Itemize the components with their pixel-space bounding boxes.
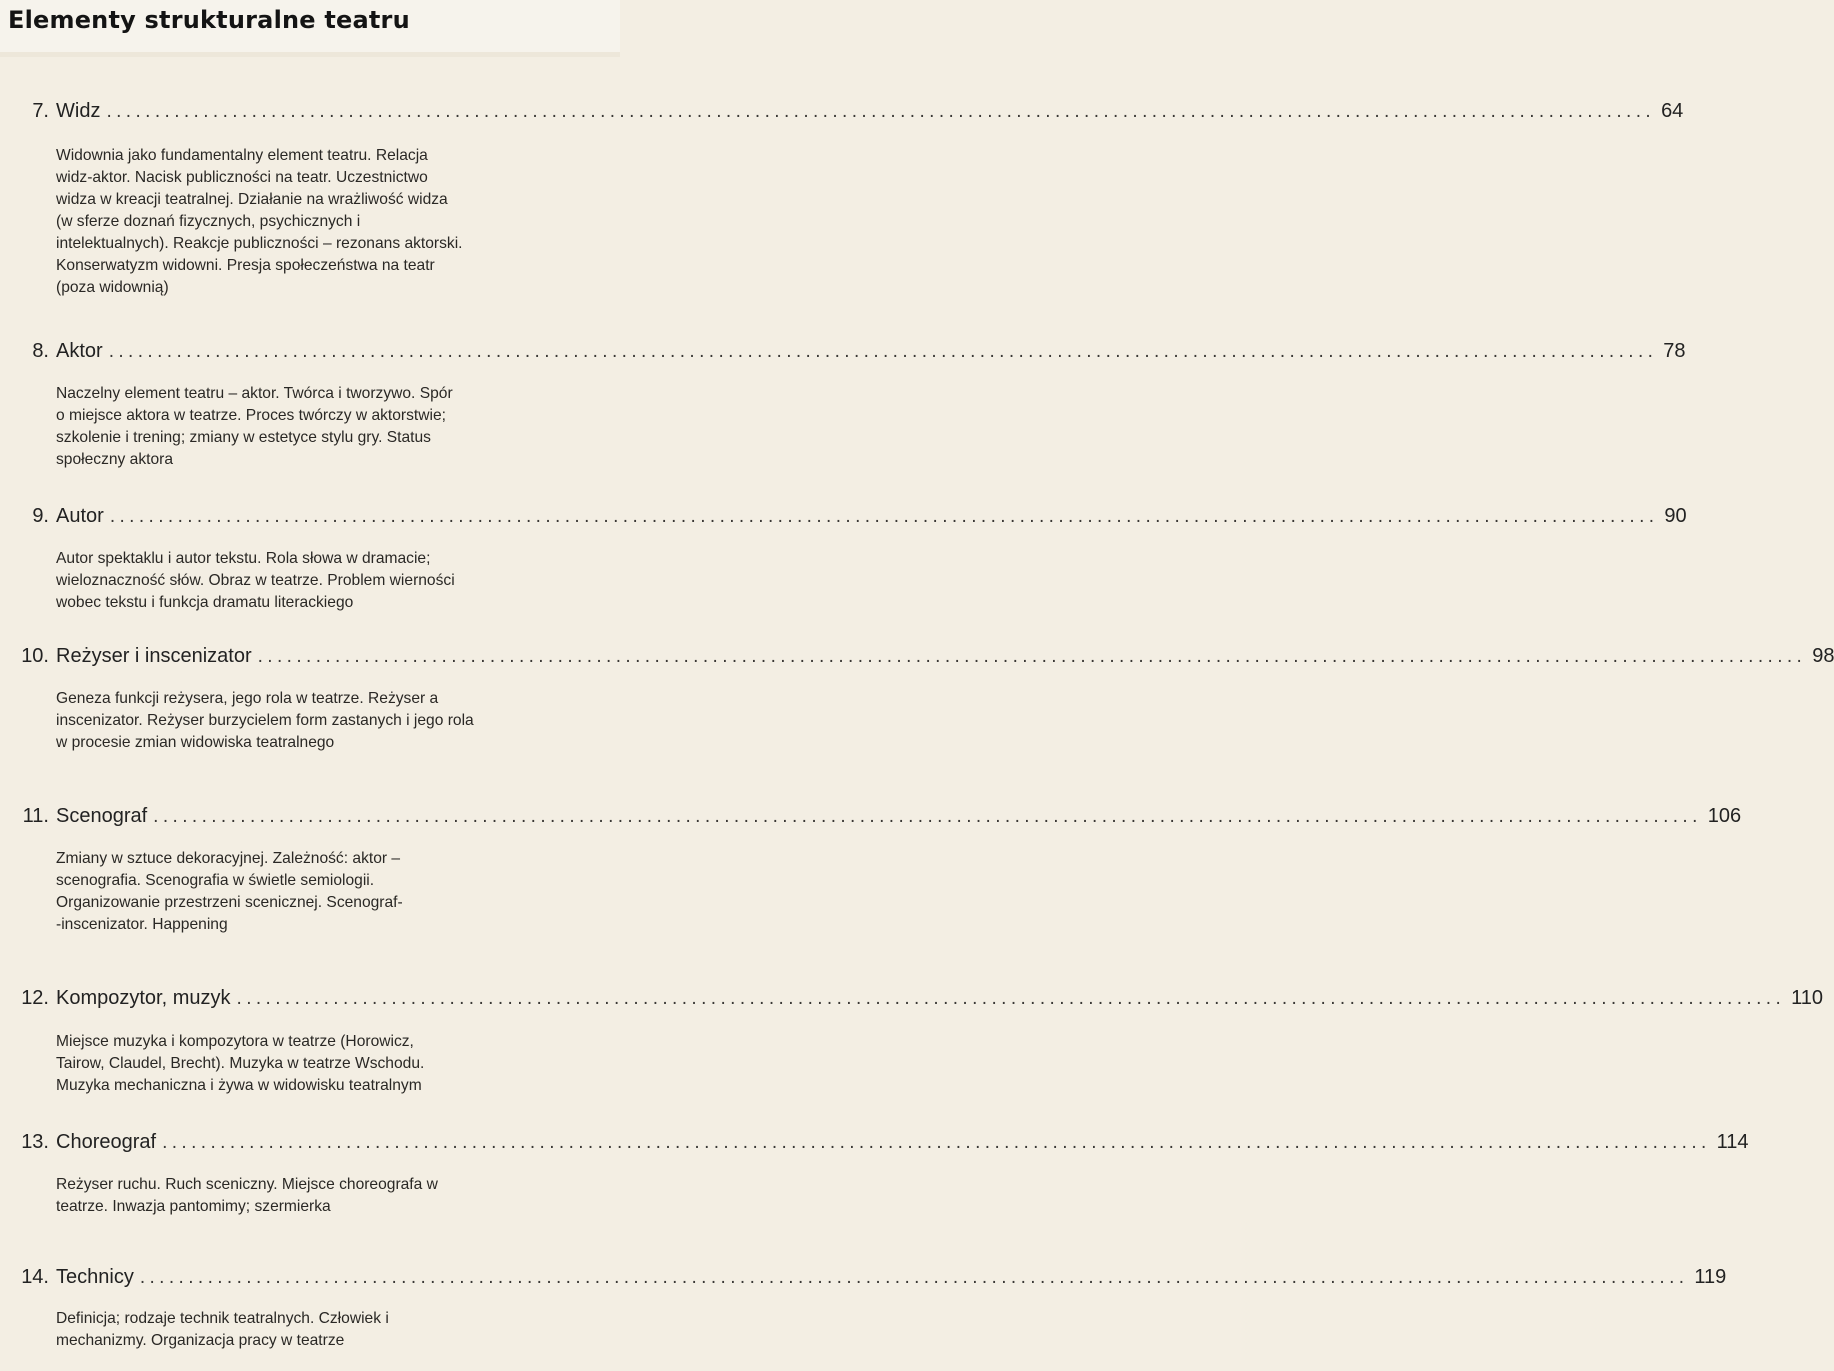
description-line: -inscenizator. Happening	[56, 916, 228, 933]
chapter-description	[56, 848, 601, 936]
page-number: 110	[1791, 987, 1824, 1009]
toc-entry-heading	[0, 338, 1686, 364]
description-line: w procesie zmian widowiska teatralnego	[56, 734, 335, 751]
page-number: 90	[1664, 505, 1687, 527]
chapter-heading-line	[56, 985, 1824, 1011]
dot-leader: ................................................................................................................................................................	[162, 1132, 1711, 1153]
toc-entry-heading	[0, 985, 1824, 1011]
description-line: Muzyka mechaniczna i żywa w widowisku teatralnym	[56, 1077, 422, 1094]
toc-entry-heading	[0, 98, 1684, 124]
description-line: Konserwatyzm widowni. Presja społeczeństwa na teatr	[56, 257, 435, 274]
dot-leader: ................................................................................................................................................................	[236, 988, 1786, 1009]
description-line: Widownia jako fundamentalny element teatru. Relacja	[56, 147, 428, 164]
chapter-heading-line	[56, 503, 1687, 529]
description-line: o miejsce aktora w teatrze. Proces twórczy w aktorstwie;	[56, 407, 446, 424]
chapter-number: 12.	[21, 987, 49, 1009]
description-line: wieloznaczność słów. Obraz w teatrze. Problem wierności	[56, 572, 455, 589]
description-line: teatrze. Inwazja pantomimy; szermierka	[56, 1198, 331, 1215]
toc-entry-heading	[0, 803, 1742, 829]
chapter-heading-line	[56, 643, 1834, 669]
description-line: widza w kreacji teatralnej. Działanie na wrażliwość widza	[56, 191, 448, 208]
description-line: inscenizator. Reżyser burzycielem form zastanych i jego rola	[56, 712, 474, 729]
description-line: szkolenie i trening; zmiany w estetyce stylu gry. Status	[56, 429, 431, 446]
chapter-heading-line	[56, 1264, 1727, 1290]
dot-leader: ................................................................................................................................................................	[109, 506, 1659, 527]
chapter-heading-line	[56, 1129, 1749, 1155]
dot-leader: ................................................................................................................................................................	[139, 1267, 1689, 1288]
page-number: 119	[1694, 1266, 1727, 1288]
description-line: scenografia. Scenografia w świetle semiologii.	[56, 872, 375, 889]
section-title: Elementy strukturalne teatru	[8, 6, 410, 34]
title-underline	[0, 52, 620, 57]
toc-entry-heading	[0, 1264, 1727, 1290]
chapter-number: 7.	[32, 100, 49, 122]
description-line: wobec tekstu i funkcja dramatu literackiego	[56, 594, 354, 611]
chapter-heading-line	[56, 338, 1686, 364]
toc-entry-heading	[0, 1129, 1749, 1155]
chapter-number: 8.	[32, 340, 49, 362]
description-line: Reżyser ruchu. Ruch sceniczny. Miejsce choreografa w	[56, 1176, 438, 1193]
chapter-title: Reżyser i inscenizator	[56, 645, 252, 667]
description-line: Organizowanie przestrzeni scenicznej. Scenograf-	[56, 894, 403, 911]
description-line: widz-aktor. Nacisk publiczności na teatr. Uczestnictwo	[56, 169, 428, 186]
chapter-number: 13.	[21, 1131, 49, 1153]
description-line: Naczelny element teatru – aktor. Twórca i tworzywo. Spór	[56, 385, 453, 402]
chapter-description	[56, 1174, 601, 1218]
dot-leader: ................................................................................................................................................................	[153, 806, 1702, 827]
description-line: mechanizmy. Organizacja pracy w teatrze	[56, 1332, 345, 1349]
chapter-description	[56, 145, 601, 299]
chapter-description	[56, 1308, 601, 1352]
chapter-title: Widz	[56, 100, 101, 122]
description-line: (w sferze doznań fizycznych, psychicznych i	[56, 213, 361, 230]
page-number: 106	[1707, 805, 1742, 827]
page-number: 98	[1812, 645, 1834, 667]
chapter-heading-line	[56, 98, 1684, 124]
chapter-title: Autor	[56, 505, 104, 527]
description-line: Autor spektaklu i autor tekstu. Rola słowa w dramacie;	[56, 550, 431, 567]
chapter-title: Kompozytor, muzyk	[56, 987, 231, 1009]
description-line: Tairow, Claudel, Brecht). Muzyka w teatrze Wschodu.	[56, 1055, 425, 1072]
description-line: Zmiany w sztuce dekoracyjnej. Zależność: aktor –	[56, 850, 401, 867]
chapter-number: 9.	[32, 505, 49, 527]
page-number: 114	[1716, 1131, 1749, 1153]
dot-leader: ................................................................................................................................................................	[106, 101, 1656, 122]
chapter-title: Scenograf	[56, 805, 148, 827]
description-line: intelektualnych). Reakcje publiczności – rezonans aktorski.	[56, 235, 463, 252]
toc-entry-heading	[0, 643, 1834, 669]
chapter-number: 14.	[21, 1266, 49, 1288]
chapter-description	[56, 1031, 601, 1097]
chapter-number: 11.	[22, 805, 49, 827]
description-line: Miejsce muzyka i kompozytora w teatrze (Horowicz,	[56, 1033, 414, 1050]
chapter-title: Choreograf	[56, 1131, 157, 1153]
chapter-description	[56, 548, 601, 614]
page-number: 64	[1661, 100, 1684, 122]
chapter-title: Aktor	[56, 340, 103, 362]
chapter-number: 10.	[21, 645, 49, 667]
dot-leader: ................................................................................................................................................................	[108, 341, 1658, 362]
toc-entry-heading	[0, 503, 1687, 529]
description-line: (poza widownią)	[56, 279, 169, 296]
chapter-description	[56, 688, 601, 754]
page-number: 78	[1663, 340, 1686, 362]
description-line: społeczny aktora	[56, 451, 174, 468]
dot-leader: ................................................................................................................................................................	[257, 646, 1807, 667]
chapter-title: Technicy	[56, 1266, 134, 1288]
description-line: Geneza funkcji reżysera, jego rola w teatrze. Reżyser a	[56, 690, 439, 707]
chapter-heading-line	[56, 803, 1742, 829]
chapter-description	[56, 383, 601, 471]
description-line: Definicja; rodzaje technik teatralnych. Człowiek i	[56, 1310, 389, 1327]
